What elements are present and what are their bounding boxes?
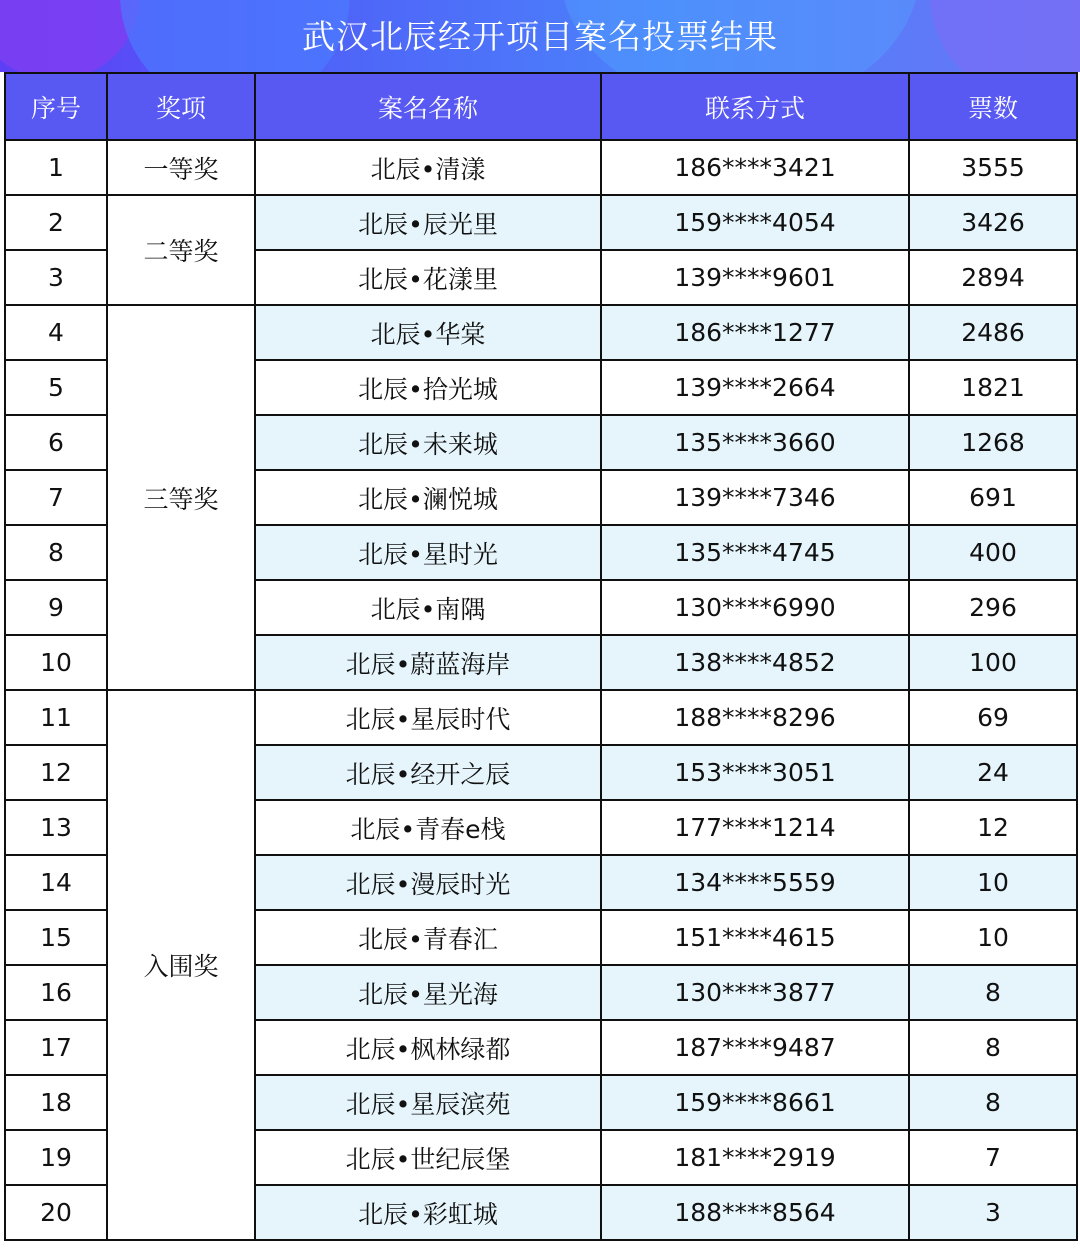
row-name: 北辰•澜悦城: [255, 470, 601, 525]
row-votes: 691: [909, 470, 1077, 525]
row-votes: 3426: [909, 195, 1077, 250]
row-votes: 2486: [909, 305, 1077, 360]
row-name: 北辰•星光海: [255, 965, 601, 1020]
row-serial: 15: [5, 910, 107, 965]
row-name: 北辰•青春汇: [255, 910, 601, 965]
row-serial: 8: [5, 525, 107, 580]
table-row: [5, 690, 1077, 745]
table-header-row: [5, 73, 1077, 140]
row-contact: 159****4054: [601, 195, 909, 250]
row-contact: 188****8564: [601, 1185, 909, 1240]
row-name: 北辰•花漾里: [255, 250, 601, 305]
row-votes: 7: [909, 1130, 1077, 1185]
row-votes: 12: [909, 800, 1077, 855]
row-name: 北辰•蔚蓝海岸: [255, 635, 601, 690]
row-serial: 11: [5, 690, 107, 745]
table-row: [5, 140, 1077, 195]
row-votes: 1821: [909, 360, 1077, 415]
row-votes: 2894: [909, 250, 1077, 305]
row-name: 北辰•世纪辰堡: [255, 1130, 601, 1185]
row-contact: 134****5559: [601, 855, 909, 910]
row-contact: 187****9487: [601, 1020, 909, 1075]
row-contact: 151****4615: [601, 910, 909, 965]
row-contact: 186****3421: [601, 140, 909, 195]
row-name: 北辰•彩虹城: [255, 1185, 601, 1240]
row-serial: 4: [5, 305, 107, 360]
row-serial: 5: [5, 360, 107, 415]
row-serial: 10: [5, 635, 107, 690]
row-votes: 8: [909, 1075, 1077, 1130]
row-contact: 159****8661: [601, 1075, 909, 1130]
row-name: 北辰•未来城: [255, 415, 601, 470]
results-table: [4, 72, 1078, 1241]
row-contact: 181****2919: [601, 1130, 909, 1185]
row-contact: 139****9601: [601, 250, 909, 305]
row-serial: 3: [5, 250, 107, 305]
row-name: 北辰•星辰滨苑: [255, 1075, 601, 1130]
row-votes: 100: [909, 635, 1077, 690]
row-votes: 1268: [909, 415, 1077, 470]
row-serial: 12: [5, 745, 107, 800]
award-third: 三等奖: [107, 305, 255, 690]
header-name: 案名名称: [255, 73, 601, 140]
header-award: 奖项: [107, 73, 255, 140]
table-row: [5, 195, 1077, 250]
row-contact: 138****4852: [601, 635, 909, 690]
row-name: 北辰•辰光里: [255, 195, 601, 250]
title-banner: [0, 0, 1080, 72]
row-name: 北辰•星时光: [255, 525, 601, 580]
row-serial: 2: [5, 195, 107, 250]
row-serial: 14: [5, 855, 107, 910]
row-serial: 17: [5, 1020, 107, 1075]
row-serial: 13: [5, 800, 107, 855]
award-finalist: 入围奖: [107, 690, 255, 1240]
row-votes: 3: [909, 1185, 1077, 1240]
row-contact: 130****6990: [601, 580, 909, 635]
row-serial: 19: [5, 1130, 107, 1185]
row-serial: 9: [5, 580, 107, 635]
row-contact: 135****3660: [601, 415, 909, 470]
row-contact: 177****1214: [601, 800, 909, 855]
award-second: 二等奖: [107, 195, 255, 305]
row-votes: 10: [909, 910, 1077, 965]
row-name: 北辰•华棠: [255, 305, 601, 360]
row-votes: 296: [909, 580, 1077, 635]
row-name: 北辰•青春e栈: [255, 800, 601, 855]
row-votes: 3555: [909, 140, 1077, 195]
row-name: 北辰•拾光城: [255, 360, 601, 415]
row-votes: 400: [909, 525, 1077, 580]
page-title: 武汉北辰经开项目案名投票结果: [302, 17, 778, 56]
row-serial: 18: [5, 1075, 107, 1130]
row-contact: 139****2664: [601, 360, 909, 415]
row-contact: 186****1277: [601, 305, 909, 360]
row-serial: 16: [5, 965, 107, 1020]
award-first: 一等奖: [107, 140, 255, 195]
row-name: 北辰•星辰时代: [255, 690, 601, 745]
header-serial: 序号: [5, 73, 107, 140]
row-contact: 130****3877: [601, 965, 909, 1020]
row-contact: 153****3051: [601, 745, 909, 800]
row-serial: 20: [5, 1185, 107, 1240]
row-name: 北辰•南隅: [255, 580, 601, 635]
header-votes: 票数: [909, 73, 1077, 140]
row-votes: 8: [909, 1020, 1077, 1075]
row-serial: 6: [5, 415, 107, 470]
row-name: 北辰•枫林绿都: [255, 1020, 601, 1075]
table-row: [5, 305, 1077, 360]
row-contact: 188****8296: [601, 690, 909, 745]
row-votes: 69: [909, 690, 1077, 745]
header-contact: 联系方式: [601, 73, 909, 140]
row-name: 北辰•清漾: [255, 140, 601, 195]
row-serial: 7: [5, 470, 107, 525]
row-votes: 24: [909, 745, 1077, 800]
row-serial: 1: [5, 140, 107, 195]
row-name: 北辰•漫辰时光: [255, 855, 601, 910]
row-contact: 139****7346: [601, 470, 909, 525]
row-votes: 10: [909, 855, 1077, 910]
row-votes: 8: [909, 965, 1077, 1020]
row-contact: 135****4745: [601, 525, 909, 580]
row-name: 北辰•经开之辰: [255, 745, 601, 800]
